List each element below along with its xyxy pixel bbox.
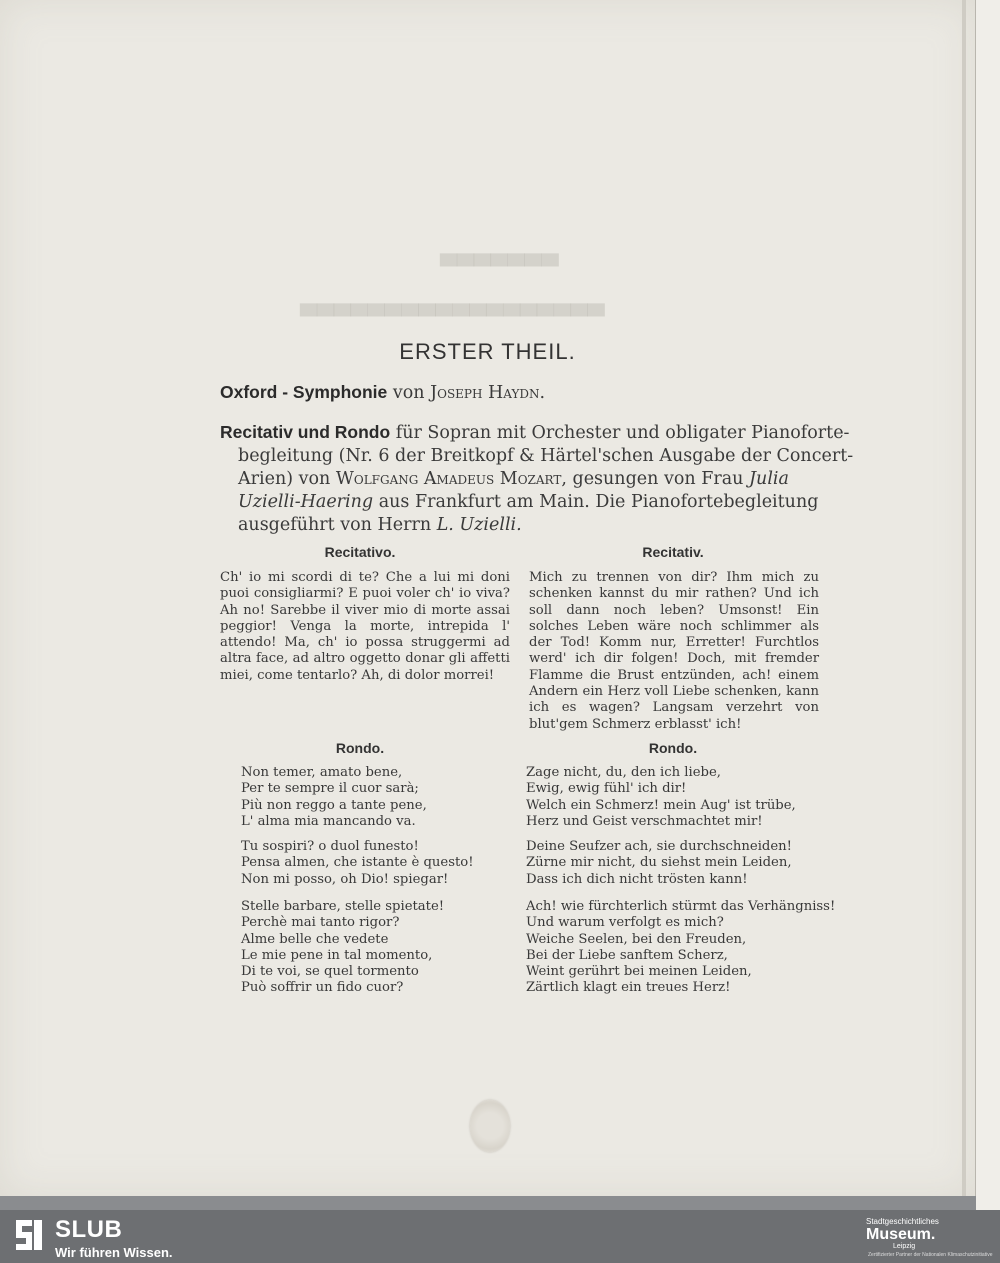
rondo-german-stanza-2 <box>526 839 792 888</box>
verse-line: Non mi posso, oh Dio! spiegar! <box>241 871 449 887</box>
rondo-heading-italian: Rondo. <box>335 740 385 756</box>
verse-line: Non temer, amato bene, <box>241 765 403 780</box>
work-title: Recitativ und Rondo <box>220 422 391 442</box>
bleed-through-shadow: ▀▀▀▀▀▀▀ <box>440 255 559 280</box>
verse-line: Herz und Geist verschmachtet mir! <box>526 813 763 829</box>
work-title: Oxford - Symphonie <box>220 382 388 402</box>
verse-line: Dass ich dich nicht trösten kann! <box>526 871 748 887</box>
recitativo-text-german: Mich zu trennen von dir? Ihm mich zu schenken kannst du mir rathen? Und ich soll dann noch leben? Umsonst! Ein solches Leben wäre noch schlimmer als der Tod! Komm nur, Erretter! Furchtlos werd' ich dir folgen! Doch, mit fremder Flamme die Brust entzünden, ach! einem Andern ein Herz voll Liebe schenken, kann ich es wagen? Langsam verzehrt von blut'gem Schmerz erblasst' ich! <box>529 570 819 732</box>
library-tagline: Wir führen Wissen. <box>55 1245 173 1260</box>
verse-line: Le mie pene in tal momento, <box>241 947 433 963</box>
verse-line: Ach! wie fürchterlich stürmt das Verhängniss! <box>526 899 836 914</box>
verse-line: Und warum verfolgt es mich? <box>526 915 724 931</box>
verse-line: Può soffrir un fido cuor? <box>241 980 404 996</box>
rondo-italian-stanza-3 <box>241 899 444 997</box>
verse-line: Weiche Seelen, bei den Freuden, <box>526 931 747 947</box>
verse-line: Alme belle che vedete <box>241 931 389 947</box>
program-item-mozart <box>220 421 854 537</box>
slub-logo-icon[interactable] <box>12 1216 46 1254</box>
verse-line: Welch ein Schmerz! mein Aug' ist trübe, <box>526 797 796 813</box>
work-description: für Sopran mit Orchester und obligater Pianoforte- <box>395 423 850 443</box>
verse-line: Weint gerührt bei meinen Leiden, <box>526 964 752 980</box>
pianist-name: L. Uzielli. <box>436 515 522 535</box>
verse-line: Di te voi, se quel tormento <box>241 964 419 980</box>
section-heading: ERSTER THEIL. <box>399 339 576 364</box>
verse-line: Zürne mir nicht, du siehst mein Leiden, <box>526 855 792 871</box>
museum-city: Leipzig <box>893 1243 916 1250</box>
verse-line: Ewig, ewig fühl' ich dir! <box>526 781 687 797</box>
verse-line: Stelle barbare, stelle spietate! <box>241 899 445 914</box>
verse-line: Zage nicht, du, den ich liebe, <box>526 765 721 780</box>
museum-partner-line: Zertifizierter Partner der Nationalen Klimaschutzinitiative <box>868 1252 993 1258</box>
work-description: Arien) von <box>238 469 331 489</box>
paper-fold-edge <box>962 0 966 1196</box>
recitativo-heading-german: Recitativ. <box>642 544 704 560</box>
rondo-heading-german: Rondo. <box>648 740 698 756</box>
rondo-german-stanza-1 <box>526 765 796 830</box>
verse-line: Zärtlich klagt ein treues Herz! <box>526 980 731 996</box>
work-description: ausgeführt von Herrn <box>238 515 432 535</box>
recitativo-text-italian: Ch' io mi scordi di te? Che a lui mi doni puoi consigliarmi? E puoi voler ch' io viva? Ah no! Sarebbe il viver mio di morte assai peggior! Venga la morte, intrepida l' attendo! Ma, ch' io possa struggermi ad altra face, ad altro oggetto donar gli affetti miei, come tentarlo? Ah, di dolor morrei! <box>220 570 510 683</box>
museum-name[interactable]: Museum. <box>866 1226 936 1243</box>
rondo-german-stanza-3 <box>526 899 835 997</box>
next-page-edge <box>976 0 1000 1210</box>
recitativo-heading-italian: Recitativo. <box>324 544 396 560</box>
composer-name: Joseph Haydn. <box>430 383 546 403</box>
work-description: aus Frankfurt am Main. Die Pianofortebegleitung <box>378 492 819 512</box>
singer-name: Uzielli-Haering <box>238 492 374 512</box>
verse-line: Per te sempre il cuor sarà; <box>241 781 419 797</box>
embossed-stamp <box>470 1100 510 1152</box>
library-name[interactable]: SLUB <box>55 1216 123 1243</box>
verse-line: Tu sospiri? o duol funesto! <box>241 839 419 854</box>
singer-name: Julia <box>749 469 789 489</box>
verse-line: Più non reggo a tante pene, <box>241 797 427 813</box>
rondo-italian-stanza-2 <box>241 839 474 888</box>
composer-name: Wolfgang Amadeus Mozart <box>335 469 562 489</box>
verse-line: Bei der Liebe sanftem Scherz, <box>526 947 728 963</box>
verse-line: L' alma mia mancando va. <box>241 813 416 829</box>
work-description: , gesungen von Frau <box>561 469 744 489</box>
program-item-haydn <box>220 381 545 405</box>
museum-subtitle: Stadtgeschichtliches <box>866 1217 939 1226</box>
bleed-through-shadow: ▀▀▀▀▀▀▀▀▀▀▀▀▀▀▀▀▀▀ <box>300 305 605 330</box>
rondo-italian-stanza-1 <box>241 765 427 830</box>
verse-line: Perchè mai tanto rigor? <box>241 915 400 931</box>
work-description-line: begleitung (Nr. 6 der Breitkopf & Härtel'schen Ausgabe der Concert- <box>238 446 854 466</box>
von-label: von <box>392 383 425 403</box>
verse-line: Pensa almen, che istante è questo! <box>241 855 474 871</box>
verse-line: Deine Seufzer ach, sie durchschneiden! <box>526 839 792 854</box>
